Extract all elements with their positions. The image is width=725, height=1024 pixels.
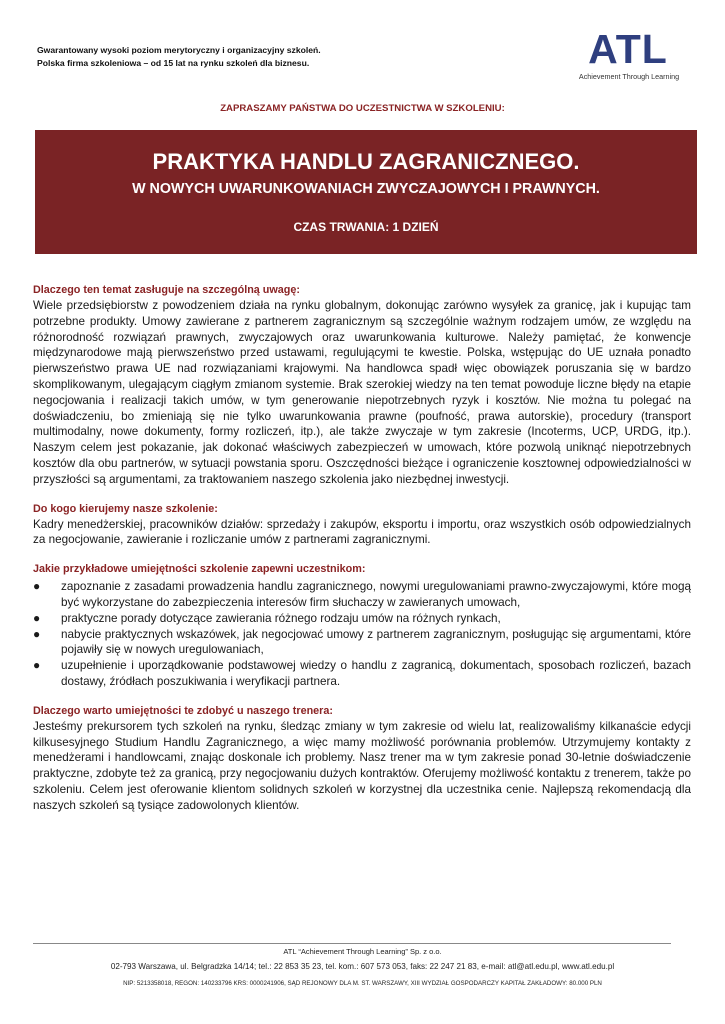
bullet-icon: ● — [33, 610, 41, 625]
footer-contact: 02-793 Warszawa, ul. Belgradzka 14/14; tel.: 22 853 35 23, tel. kom.: 607 573 053, faks: 22 247 21 83, e-mail: atl@atl.edu.pl, www.atl.edu.pl — [110, 962, 615, 971]
header-taglines — [37, 44, 557, 70]
main-content — [33, 283, 691, 814]
tagline-company: Polska firma szkoleniowa – od 15 lat na rynku szkoleń dla biznesu. — [37, 58, 310, 68]
section-title-trainer: Dlaczego warto umiejętności te zdobyć u naszego trenera: — [33, 704, 333, 717]
tagline-quality: Gwarantowany wysoki poziom merytoryczny i organizacyjny szkoleń. — [37, 45, 321, 55]
bullet-icon: ● — [33, 626, 41, 641]
section-text-why-topic: Wiele przedsiębiorstw z powodzeniem działa na rynku globalnym, dokonując zarówno wysyłek za granicę, jak i kupując tam potrzebne produkty. Umowy zawierane z partnerem zagranicznym są szczególnie ważnym rodzajem umów, ze względu na różnorodność rozwiązań prawnych, zwyczajowych oraz uwarunkowania kulturowe. Należy pamiętać, że konwencje międzynarodowe mają pierwszeństwo przed ustawami, regulującymi te kwestie. Polska, wstępując do UE uznała ponadto pierwszeństwo prawa UE nad rozwiązaniami krajowymi. Na handlowca spadł więc obowiązek poruszania się w bardzo skomplikowanym, ulegającym ciągłym zmianom systemie. Brak szerokiej wiedzy na ten temat powoduje liczne błędy na etapie negocjowania i realizacji takich umów, w tym generowanie niepotrzebnych ryzyk i kosztów. Nie można tu polegać na doświadczeniu, bo zmieniają się nie tylko uwarunkowania prawne (poufność, prawa autorskie), procedury (transport multimodalny, nowe dokumenty, formy rozliczeń, itp.), ale także zwyczaje w tym zakresie (Incoterms, UCP, URDG, itp.). Naszym celem jest pokazanie, jak dokonać właściwych zabezpieczeń w umowach, które pozwolą uniknąć niepotrzebnych kosztów dla obu partnerów, w sytuacji powstania sporu. Oszczędności bieżące i ograniczenie kosztownej odpowiedzialności w przyszłości są argumentami, za traktowaniem naszego szkolenia jako niezbędnej inwestycji. — [33, 299, 691, 486]
list-item: ● nabycie praktycznych wskazówek, jak negocjować umowy z partnerem zagranicznym, posługując się argumentami, które pojawiły się w nowych uregulowaniach, — [33, 626, 691, 657]
course-subtitle: W NOWYCH UWARUNKOWANIACH ZWYCZAJOWYCH I PRAWNYCH. — [132, 181, 600, 197]
course-duration: CZAS TRWANIA: 1 DZIEŃ — [293, 220, 439, 234]
bullet-icon: ● — [33, 658, 41, 673]
logo-subtitle: Achievement Through Learning — [578, 72, 680, 81]
section-title-skills: Jakie przykładowe umiejętności szkolenie zapewni uczestnikom: — [33, 563, 366, 576]
section-title-why-topic: Dlaczego ten temat zasługuje na szczególną uwagę: — [33, 284, 300, 296]
footer-company-name: ATL “Achievement Through Learning” Sp. z o.o. — [283, 947, 442, 956]
footer-registration: NIP: 5213358018, REGON: 140233796 KRS: 0000241906, SĄD REJONOWY DLA M. ST. WARSZAWY, XIII WYDZIAŁ GOSPODARCZY KAPITAŁ ZAKŁADOWY: 80.000 PLN — [123, 980, 602, 987]
course-banner — [35, 130, 697, 254]
section-text-trainer: Jesteśmy prekursorem tych szkoleń na rynku, śledząc zmiany w tym zakresie od wielu lat, realizowaliśmy kilkanaście edycji kilkusesyjnego Studium Handlu Zagranicznego, a więc mamy możliwość porównania problemów. Utrzymujemy kontakty z menedżerami i handlowcami, znając doskonale ich problemy. Nasz trener ma w tym zakresie ponad 30-letnie doświadczenie praktyczne, zdobyte też za granicą, przy negocjowaniu dużych kontraktów. Oferujemy możliwość kontaktu z trenerem, także po szkoleniu. Celem jest oferowanie klientom solidnych szkoleń w korzystnej dla uczestnika cenie. Najlepszą rekomendacją dla naszych szkoleń są tysiące zadowolonych klientów. — [33, 719, 691, 812]
section-text-audience: Kadry menedżerskiej, pracowników działów: sprzedaży i zakupów, eksportu i importu, oraz wszystkich osób odpowiedzialnych za negocjowanie, zawieranie i rozliczanie umów z partnerami zagranicznymi. — [33, 517, 691, 547]
section-title-audience: Do kogo kierujemy nasze szkolenie: — [33, 502, 218, 515]
bullet-icon: ● — [33, 579, 41, 594]
footer-divider — [33, 943, 671, 944]
invitation-heading: ZAPRASZAMY PAŃSTWA DO UCZESTNICTWA W SZKOLENIU: — [220, 103, 505, 114]
logo-wordmark: ATL — [588, 26, 668, 72]
list-item: ● zapoznanie z zasadami prowadzenia handlu zagranicznego, nowymi uregulowaniami prawno-zwyczajowymi, które mogą być wykorzystane do zabezpieczenia interesów firm słuchaczy w zawieranych umowach, — [33, 579, 691, 609]
list-item: ● praktyczne porady dotyczące zawierania różnego rodzaju umów na różnych rynkach, — [33, 610, 501, 625]
atl-logo — [568, 26, 688, 86]
skills-list — [33, 579, 691, 690]
list-item: ● uzupełnienie i uporządkowanie podstawowej wiedzy o handlu z zagranicą, dokumentach, sposobach rozliczeń, bazach dostawy, źródłach poszukiwania i weryfikacji partnera. — [33, 658, 691, 688]
course-title: PRAKTYKA HANDLU ZAGRANICZNEGO. — [152, 149, 580, 174]
